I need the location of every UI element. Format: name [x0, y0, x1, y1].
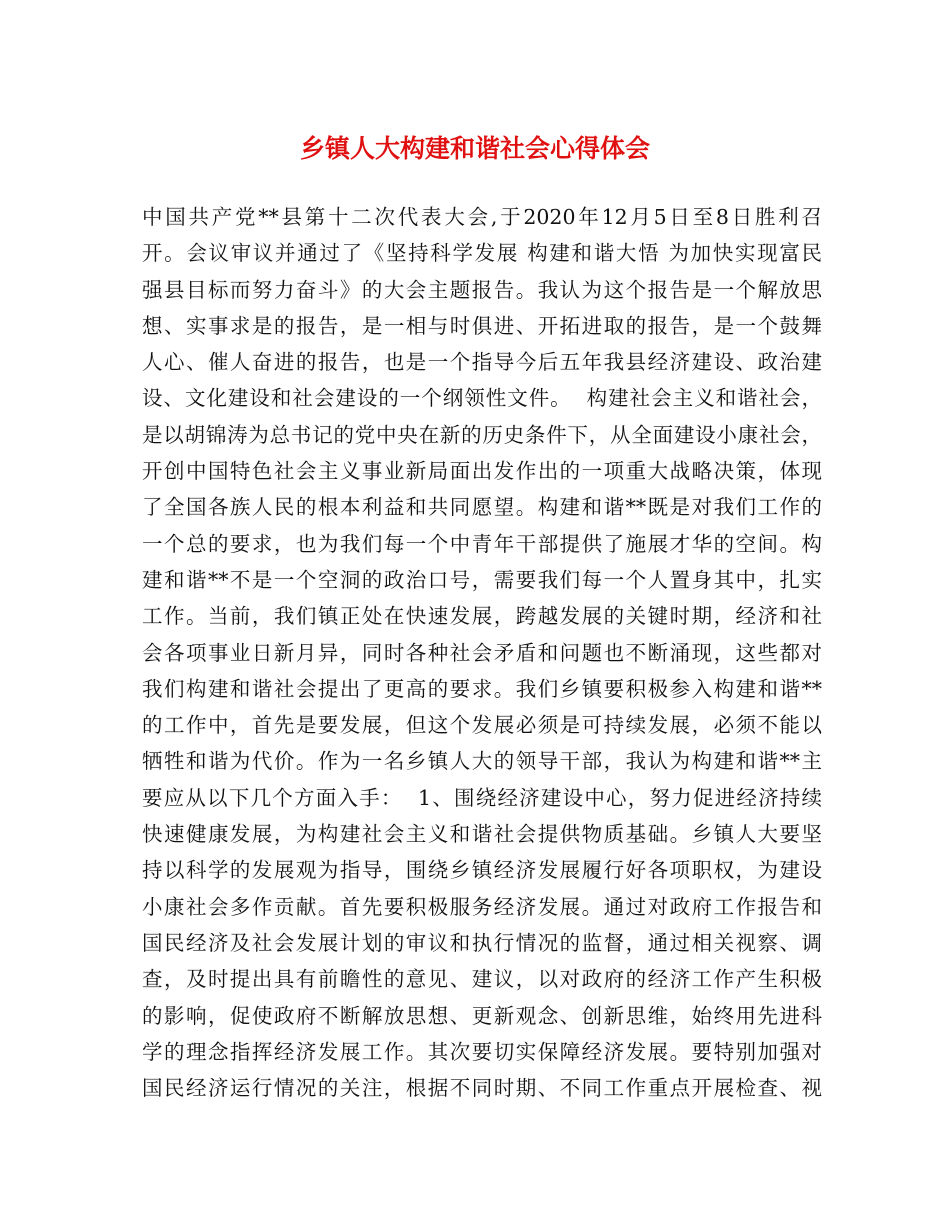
body-line: 查，及时提出具有前瞻性的意见、建议，以对政府的经济工作产生积极	[142, 967, 822, 992]
body-line: 小康社会多作贡献。首先要积极服务经济发展。通过对政府工作报告和	[142, 894, 822, 919]
body-line: 学的理念指挥经济发展工作。其次要切实保障经济发展。要特别加强对	[142, 1039, 822, 1064]
body-line: 开。会议审议并通过了《坚持科学发展 构建和谐大悟 为加快实现富民	[142, 241, 822, 266]
body-line: 国民经济运行情况的关注，根据不同时期、不同工作重点开展检查、视	[142, 1076, 822, 1101]
body-line: 我们构建和谐社会提出了更高的要求。我们乡镇要积极参入构建和谐**	[142, 676, 822, 701]
body-line: 工作。当前，我们镇正处在快速发展，跨越发展的关键时期，经济和社	[142, 604, 822, 629]
body-line: 建和谐**不是一个空洞的政治口号，需要我们每一个人置身其中，扎实	[142, 567, 822, 592]
body-line: 了全国各族人民的根本利益和共同愿望。构建和谐**既是对我们工作的	[142, 495, 822, 520]
body-line: 中国共产党**县第十二次代表大会,于2020年12月5日至8日胜利召	[142, 205, 822, 229]
body-line: 国民经济及社会发展计划的审议和执行情况的监督，通过相关视察、调	[142, 930, 822, 955]
body-line: 的影响，促使政府不断解放思想、更新观念、创新思维，始终用先进科	[142, 1003, 822, 1028]
body-line: 的工作中，首先是要发展，但这个发展必须是可持续发展，必须不能以	[142, 713, 822, 738]
body-line: 想、实事求是的报告，是一相与时俱进、开拓进取的报告，是一个鼓舞	[142, 313, 822, 338]
body-line: 设、文化建设和社会建设的一个纲领性文件。 构建社会主义和谐社会，	[142, 386, 822, 411]
document-title: 乡镇人大构建和谐社会心得体会	[299, 134, 650, 163]
body-line: 人心、催人奋进的报告，也是一个指导今后五年我县经济建设、政治建	[142, 350, 822, 375]
body-line: 牺牲和谐为代价。作为一名乡镇人大的领导干部，我认为构建和谐**主	[142, 749, 822, 774]
body-line: 会各项事业日新月异，同时各种社会矛盾和问题也不断涌现，这些都对	[142, 640, 822, 665]
document-body	[142, 199, 822, 1106]
body-line: 是以胡锦涛为总书记的党中央在新的历史条件下，从全面建设小康社会，	[142, 422, 822, 447]
body-line: 强县目标而努力奋斗》的大会主题报告。我认为这个报告是一个解放思	[142, 277, 822, 302]
body-line: 一个总的要求，也为我们每一个中青年干部提供了施展才华的空间。构	[142, 531, 822, 556]
body-line: 要应从以下几个方面入手： 1、围绕经济建设中心，努力促进经济持续	[142, 785, 822, 810]
body-line: 开创中国特色社会主义事业新局面出发作出的一项重大战略决策，体现	[142, 459, 822, 484]
body-line: 持以科学的发展观为指导，围绕乡镇经济发展履行好各项职权，为建设	[142, 858, 822, 883]
body-line: 快速健康发展，为构建社会主义和谐社会提供物质基础。乡镇人大要坚	[142, 822, 822, 847]
